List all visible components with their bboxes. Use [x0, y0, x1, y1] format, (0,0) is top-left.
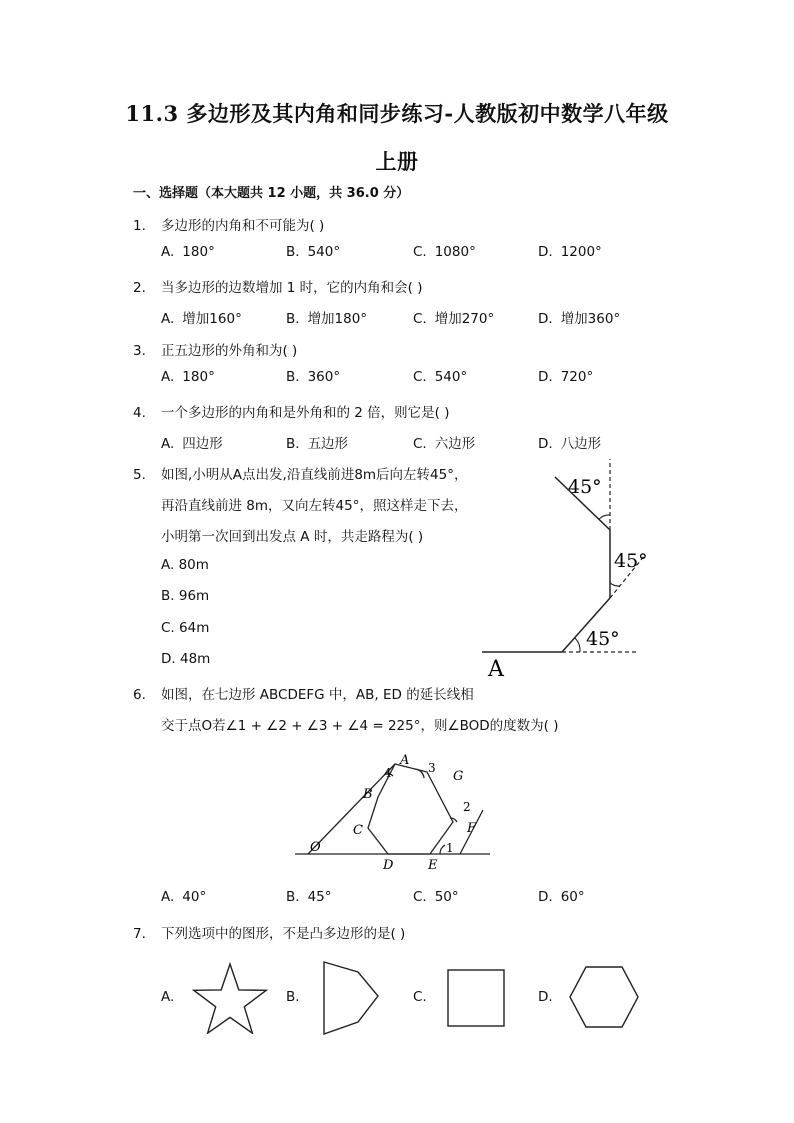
- option-d[interactable]: D. 48m: [161, 651, 211, 667]
- question-number: 6.: [133, 687, 146, 703]
- point-label: A: [488, 657, 504, 680]
- page-title: 11.3 多边形及其内角和同步练习-人教版初中数学八年级: [125, 101, 669, 126]
- option-c[interactable]: C. 六边形: [413, 436, 476, 452]
- option-b[interactable]: B. 五边形: [286, 436, 349, 452]
- question-6: [133, 683, 474, 703]
- option-c[interactable]: C. 64m: [161, 620, 210, 636]
- label-3: 3: [428, 761, 436, 775]
- angle-2-arc: [450, 818, 457, 822]
- hexagon-shape[interactable]: [568, 964, 640, 1030]
- angle-label: 45°: [586, 628, 620, 650]
- star-shape[interactable]: [192, 962, 268, 1034]
- question-number: 3.: [133, 343, 146, 359]
- question-5: [133, 463, 468, 483]
- angle-arc: [575, 638, 580, 652]
- square-shape[interactable]: [445, 968, 507, 1028]
- question-text-line: 如图,小明从A点出发,沿直线前进8m后向左转45°，: [161, 467, 468, 483]
- question-text: 多边形的内角和不可能为( ): [161, 218, 325, 234]
- section-heading: 一、选择题（本大题共 12 小题，共 36.0 分）: [133, 186, 410, 201]
- page-title-continued: 上册: [375, 149, 419, 174]
- option-d[interactable]: D. 八边形: [538, 436, 602, 452]
- option-a[interactable]: A. 40°: [161, 889, 207, 905]
- label-b: B: [363, 787, 373, 802]
- question-text: 下列选项中的图形，不是凸多边形的是( ): [161, 926, 406, 942]
- option-a-label[interactable]: A.: [161, 989, 175, 1005]
- option-c[interactable]: C. 增加270°: [413, 311, 495, 327]
- option-d-label[interactable]: D.: [538, 989, 553, 1005]
- question-number: 2.: [133, 280, 146, 296]
- question-text: 一个多边形的内角和是外角和的 2 倍，则它是( ): [161, 405, 450, 421]
- question-number: 4.: [133, 405, 146, 421]
- option-d[interactable]: D. 60°: [538, 889, 585, 905]
- option-c[interactable]: C. 1080°: [413, 244, 476, 260]
- angle-arc: [610, 583, 620, 586]
- walking-path-figure: [480, 455, 650, 680]
- option-c-label[interactable]: C.: [413, 989, 427, 1005]
- option-b[interactable]: B. 96m: [161, 588, 210, 604]
- option-b-label[interactable]: B.: [286, 989, 300, 1005]
- option-a[interactable]: A. 80m: [161, 557, 209, 573]
- label-e: E: [428, 858, 438, 873]
- option-a[interactable]: A. 四边形: [161, 436, 223, 452]
- label-c: C: [353, 823, 363, 838]
- option-d[interactable]: D. 720°: [538, 369, 594, 385]
- heptagon-figure: [290, 750, 500, 875]
- question-text-line: 交于点O若∠1 + ∠2 + ∠3 + ∠4 = 225°，则∠BOD的度数为( ): [161, 718, 559, 734]
- option-b[interactable]: B. 360°: [286, 369, 341, 385]
- option-d[interactable]: D. 增加360°: [538, 311, 621, 327]
- question-text: 当多边形的边数增加 1 时，它的内角和会( ): [161, 280, 423, 296]
- option-b[interactable]: B. 增加180°: [286, 311, 368, 327]
- question-7: [133, 922, 405, 942]
- option-a[interactable]: A. 180°: [161, 369, 215, 385]
- label-g: G: [453, 769, 464, 784]
- angle-label: 45°: [568, 476, 602, 498]
- question-2: [133, 276, 423, 296]
- question-number: 7.: [133, 926, 146, 942]
- label-4: 4: [384, 766, 392, 780]
- option-b[interactable]: B. 540°: [286, 244, 341, 260]
- question-1: [133, 214, 324, 234]
- angle-arc: [599, 515, 610, 519]
- question-number: 5.: [133, 467, 146, 483]
- label-d: D: [383, 858, 394, 873]
- question-text: 正五边形的外角和为( ): [161, 343, 298, 359]
- label-f: F: [467, 821, 477, 836]
- option-b[interactable]: B. 45°: [286, 889, 332, 905]
- question-text-line: 小明第一次回到出发点 A 时，共走路程为( ): [161, 529, 424, 545]
- question-4: [133, 401, 450, 421]
- angle-1-arc: [440, 845, 445, 854]
- label-a: A: [400, 753, 410, 768]
- option-a[interactable]: A. 180°: [161, 244, 215, 260]
- question-3: [133, 339, 297, 359]
- option-a[interactable]: A. 增加160°: [161, 311, 242, 327]
- option-c[interactable]: C. 540°: [413, 369, 468, 385]
- angle-label: 45°: [614, 550, 648, 572]
- label-1: 1: [446, 841, 454, 855]
- pentagon-shape[interactable]: [320, 960, 382, 1036]
- option-c[interactable]: C. 50°: [413, 889, 459, 905]
- option-d[interactable]: D. 1200°: [538, 244, 602, 260]
- question-text-line: 如图，在七边形 ABCDEFG 中，AB, ED 的延长线相: [161, 687, 474, 703]
- question-number: 1.: [133, 218, 146, 234]
- label-2: 2: [463, 800, 471, 814]
- label-o: O: [310, 840, 321, 855]
- question-text-line: 再沿直线前进 8m，又向左转45°，照这样走下去，: [161, 498, 468, 514]
- heptagon: [368, 764, 453, 854]
- ob-extension-line: [308, 764, 395, 854]
